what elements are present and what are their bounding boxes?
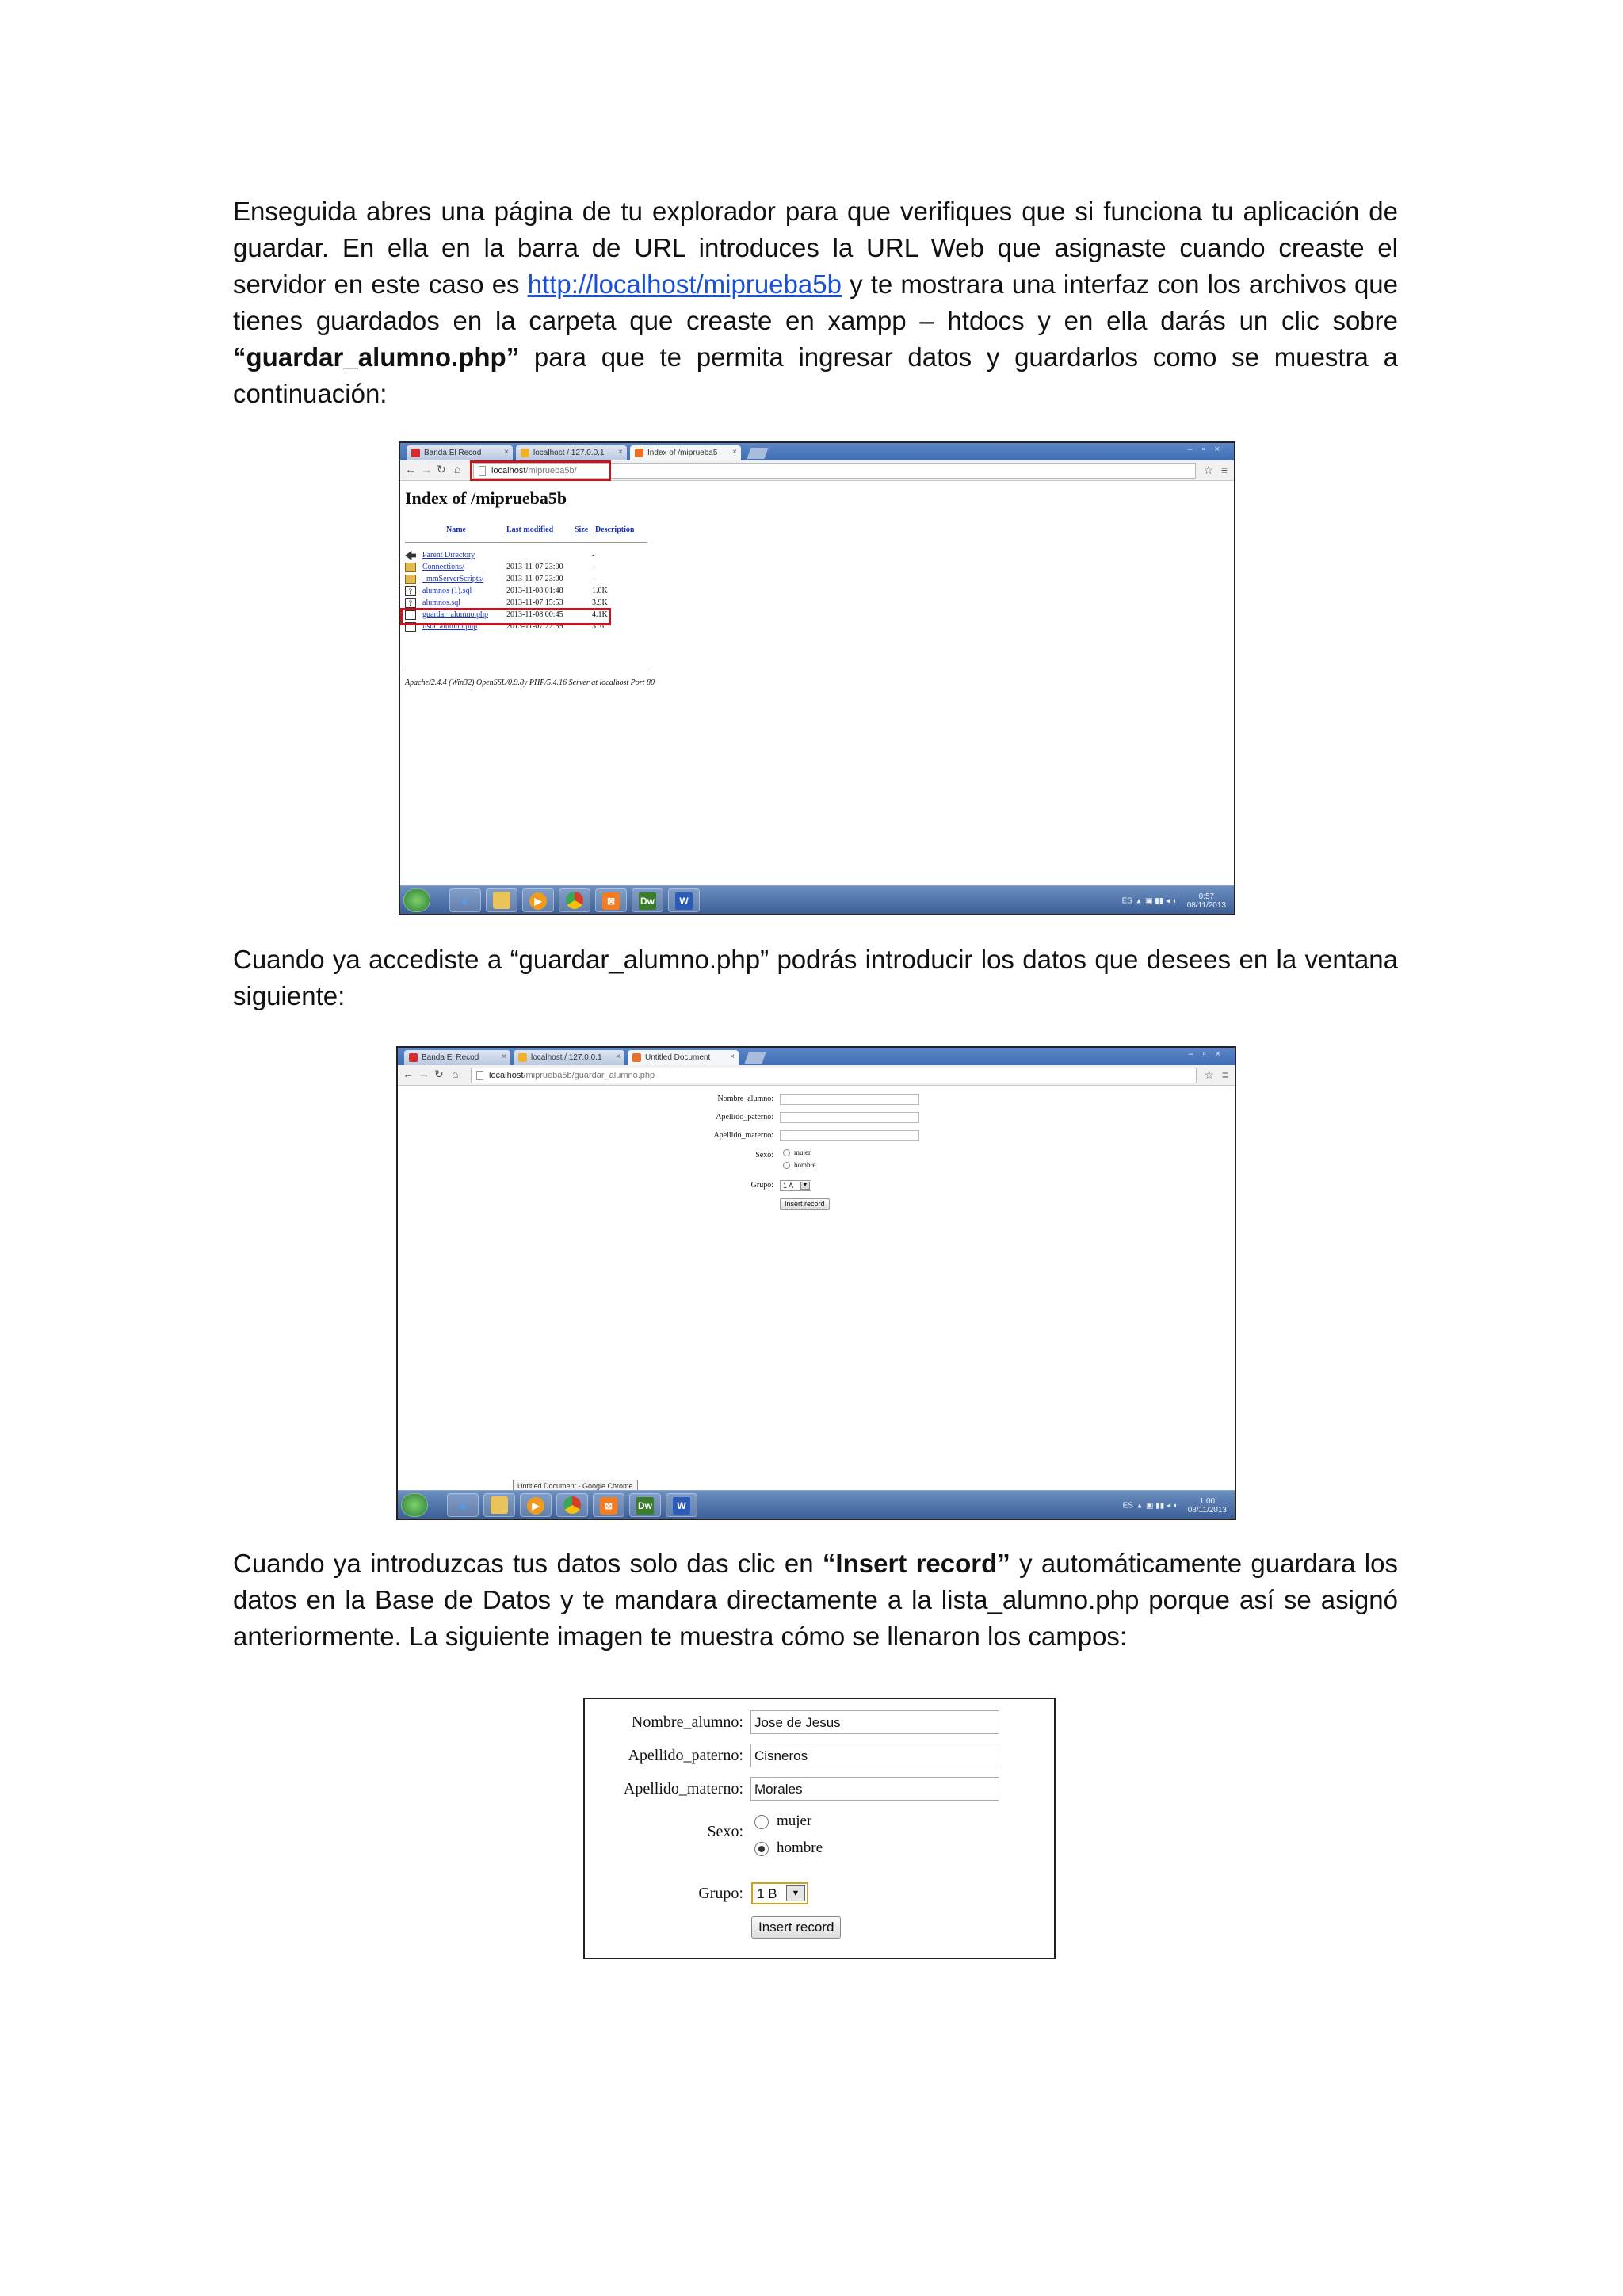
zoom-grupo-label: Grupo:	[698, 1885, 743, 1902]
filled-form-zoom	[583, 1698, 1056, 1959]
tab-bar	[400, 443, 1234, 460]
third-text-b: y automáticamente guardara los datos en la Base de Datos y te mandara directamente a la lista_alumno.php porque así se asignó anteriormente. La siguiente imagen te muestra cómo se llenaron los campos:	[233, 1549, 1398, 1651]
back-icon[interactable]: ←	[403, 1068, 414, 1080]
tab-index[interactable]: Index of /miprueba5 ×	[630, 445, 741, 460]
intro-text-b: y te mostrara una interfaz con los archivos que tienes guardados en la carpeta que creaste en xampp – htdocs y en ella darás un clic sobre	[233, 269, 1399, 335]
bookmark-star-icon[interactable]: ☆	[1203, 464, 1213, 476]
zoom-grupo-select[interactable]: 1 B ▼	[751, 1882, 808, 1904]
zoom-materno-label: Apellido_materno:	[623, 1780, 743, 1797]
phpmyadmin-icon	[521, 449, 529, 457]
screenshot-insert-form	[396, 1046, 1236, 1520]
back-icon[interactable]: ←	[405, 463, 416, 476]
windows-taskbar	[398, 1490, 1235, 1519]
dreamweaver-icon[interactable]: Dw	[632, 888, 663, 912]
zoom-insert-record-button[interactable]: Insert record	[751, 1916, 841, 1939]
tab-phpmyadmin[interactable]: localhost / 127.0.0.1 ×	[516, 445, 627, 460]
window-controls[interactable]: –▫×	[1188, 1049, 1230, 1059]
second-paragraph: Cuando ya accediste a “guardar_alumno.php” podrás introducir los datos que desees en la ventana siguiente:	[233, 945, 1398, 1010]
xampp-icon	[632, 1053, 641, 1062]
new-tab-button[interactable]	[747, 448, 768, 459]
close-icon[interactable]: ×	[616, 1052, 621, 1061]
grupo-label: Grupo:	[750, 1181, 773, 1190]
browser-toolbar	[398, 1065, 1235, 1086]
nombre-input[interactable]	[780, 1094, 919, 1105]
materno-label: Apellido_materno:	[713, 1131, 773, 1140]
word-icon[interactable]: W	[666, 1493, 697, 1517]
youtube-icon	[411, 449, 420, 457]
system-tray: ES ▴ ▣ ▮▮ ◂ ◖ 0:57 08/11/2013	[1121, 892, 1226, 910]
sexo-label: Sexo:	[755, 1151, 773, 1159]
internet-explorer-icon[interactable]: e	[449, 888, 481, 912]
intro-paragraph	[233, 193, 1398, 412]
zoom-paterno-label: Apellido_paterno:	[628, 1747, 743, 1764]
taskbar-clock[interactable]: 1:00 08/11/2013	[1187, 1497, 1227, 1515]
screenshot-directory-index: Banda El Recod × localhost / 127.0.0.1 × Index of /miprueba5 × –▫× ← → ↻ ⌂ localhost/miprueba5b/ ☆ ≡ Index of /miprueba5b Name Last modified Size Description Parent Directory - Connections/ 2013-11-07 23:00 - _mmServerScripts/ 2013-11-07 23:00 - ? alumnos (1).sql 2013-11-08 01:48 1.0K ? alumnos.sql 2013-11-07 15:53 3.9K guardar_alumno.php 2013-11-08 00:45 4.1K lista_alumno.php 2013-11-07 22:59 316 Apache/2.4.4 (Win32) OpenSSL/0.9.8y PHP/5.4.16 Server at localhost Port 80 e ▶ ⊠ Dw W ES ▴ ▣ ▮▮ ◂ ◖ 0:57 08/11/2013	[399, 441, 1235, 915]
taskbar-clock[interactable]: 0:57 08/11/2013	[1186, 892, 1226, 910]
paterno-label: Apellido_paterno:	[716, 1113, 773, 1121]
menu-icon[interactable]: ≡	[1220, 464, 1228, 476]
window-controls[interactable]: –▫×	[1187, 445, 1229, 454]
word-icon[interactable]: W	[668, 888, 700, 912]
zoom-radio-mujer[interactable]	[754, 1815, 769, 1829]
close-icon[interactable]: ×	[502, 1052, 506, 1061]
paterno-input[interactable]	[780, 1112, 919, 1123]
start-button-icon[interactable]	[401, 1493, 428, 1517]
start-button-icon[interactable]	[403, 888, 430, 912]
internet-explorer-icon[interactable]: e	[447, 1493, 479, 1517]
file-explorer-icon[interactable]	[486, 888, 517, 912]
radio-mujer[interactable]	[783, 1149, 790, 1156]
col-last-modified[interactable]: Last modified	[506, 525, 554, 534]
intro-text-c: para que te permita ingresar datos y guardarlos como se muestra a continuación:	[233, 342, 1398, 408]
folder-icon	[405, 563, 416, 572]
col-name[interactable]: Name	[446, 525, 466, 534]
col-description[interactable]: Description	[595, 525, 635, 534]
xampp-icon[interactable]: ⊠	[593, 1493, 624, 1517]
tab-youtube[interactable]: Banda El Recod ×	[407, 445, 513, 460]
youtube-icon	[409, 1053, 418, 1062]
media-player-icon[interactable]: ▶	[520, 1493, 552, 1517]
file-explorer-icon[interactable]	[483, 1493, 515, 1517]
reload-icon[interactable]: ↻	[434, 1068, 444, 1080]
col-size[interactable]: Size	[575, 525, 589, 534]
taskbar-tooltip: Untitled Document - Google Chrome	[513, 1480, 638, 1492]
phpmyadmin-icon	[518, 1053, 527, 1062]
insert-record-button[interactable]: Insert record	[780, 1198, 830, 1210]
windows-taskbar	[400, 885, 1234, 914]
new-tab-button[interactable]	[744, 1052, 766, 1064]
zoom-option-mujer-label: mujer	[777, 1813, 812, 1829]
zoom-nombre-input[interactable]: Jose de Jesus	[750, 1710, 999, 1734]
forward-icon[interactable]: →	[421, 463, 432, 476]
close-icon[interactable]: ×	[504, 448, 509, 457]
file-highlight-box	[400, 608, 611, 625]
bookmark-star-icon[interactable]: ☆	[1204, 1068, 1214, 1081]
tab-youtube[interactable]: Banda El Recod ×	[404, 1050, 510, 1065]
forward-icon[interactable]: →	[418, 1068, 430, 1080]
folder-icon	[405, 575, 416, 584]
menu-icon[interactable]: ≡	[1221, 1068, 1228, 1081]
address-bar[interactable]: localhost/miprueba5b/guardar_alumno.php	[471, 1068, 1197, 1083]
address-bar[interactable]: localhost/miprueba5b/	[473, 463, 1196, 479]
chrome-icon[interactable]	[559, 888, 590, 912]
close-icon[interactable]: ×	[730, 1052, 735, 1061]
chrome-icon[interactable]	[556, 1493, 588, 1517]
intro-bold-filename: “guardar_alumno.php”	[233, 342, 520, 372]
third-bold-insert-record: “Insert record”	[822, 1549, 1010, 1578]
reload-icon[interactable]: ↻	[437, 463, 446, 476]
server-signature: Apache/2.4.4 (Win32) OpenSSL/0.9.8y PHP/5.4.16 Server at localhost Port 80	[405, 678, 655, 687]
page-icon	[476, 1071, 483, 1080]
unknown-file-icon: ?	[405, 586, 416, 596]
zoom-paterno-input[interactable]: Cisneros	[750, 1744, 999, 1767]
home-icon[interactable]: ⌂	[452, 1068, 459, 1080]
xampp-icon	[635, 449, 643, 457]
nombre-label: Nombre_alumno:	[717, 1095, 773, 1103]
page-title: Index of /miprueba5b	[405, 488, 567, 508]
zoom-materno-input[interactable]: Morales	[750, 1777, 999, 1801]
system-tray: ES ▴ ▣ ▮▮ ◂ ◖ 1:00 08/11/2013	[1122, 1497, 1227, 1515]
materno-input[interactable]	[780, 1130, 919, 1141]
dropdown-arrow-icon: ▼	[786, 1885, 805, 1901]
media-player-icon[interactable]: ▶	[522, 888, 554, 912]
radio-hombre[interactable]	[783, 1162, 790, 1169]
option-hombre-label: hombre	[794, 1161, 816, 1169]
divider	[405, 542, 647, 543]
dropdown-arrow-icon: ▼	[800, 1182, 810, 1190]
third-text-a: Cuando ya introduzcas tus datos solo das clic en	[233, 1549, 823, 1578]
zoom-radio-hombre[interactable]	[754, 1842, 769, 1856]
option-mujer-label: mujer	[794, 1148, 811, 1156]
url-highlight-box	[470, 460, 611, 481]
zoom-nombre-label: Nombre_alumno:	[631, 1713, 743, 1731]
back-arrow-icon	[405, 551, 416, 560]
xampp-icon[interactable]: ⊠	[595, 888, 627, 912]
close-icon[interactable]: ×	[618, 448, 623, 457]
localhost-link[interactable]: http://localhost/miprueba5b	[527, 269, 842, 299]
tab-bar	[398, 1048, 1235, 1065]
zoom-option-hombre-label: hombre	[777, 1839, 823, 1856]
zoom-sexo-label: Sexo:	[707, 1823, 743, 1840]
home-icon[interactable]: ⌂	[454, 463, 461, 476]
close-icon[interactable]: ×	[732, 448, 737, 457]
intro-text-a: Enseguida abres una página de tu explorador para que verifiques que si funciona tu aplicación de guardar. En ella en la barra de URL introduces la URL Web que asignaste cuando creaste el servidor en este caso es	[233, 197, 1398, 299]
grupo-select[interactable]: 1 A ▼	[780, 1180, 812, 1191]
dreamweaver-icon[interactable]: Dw	[629, 1493, 661, 1517]
tab-untitled-document[interactable]: Untitled Document ×	[628, 1050, 739, 1065]
unknown-file-icon: ?	[405, 598, 416, 608]
tab-phpmyadmin[interactable]: localhost / 127.0.0.1 ×	[514, 1050, 624, 1065]
third-paragraph	[233, 1545, 1398, 1655]
